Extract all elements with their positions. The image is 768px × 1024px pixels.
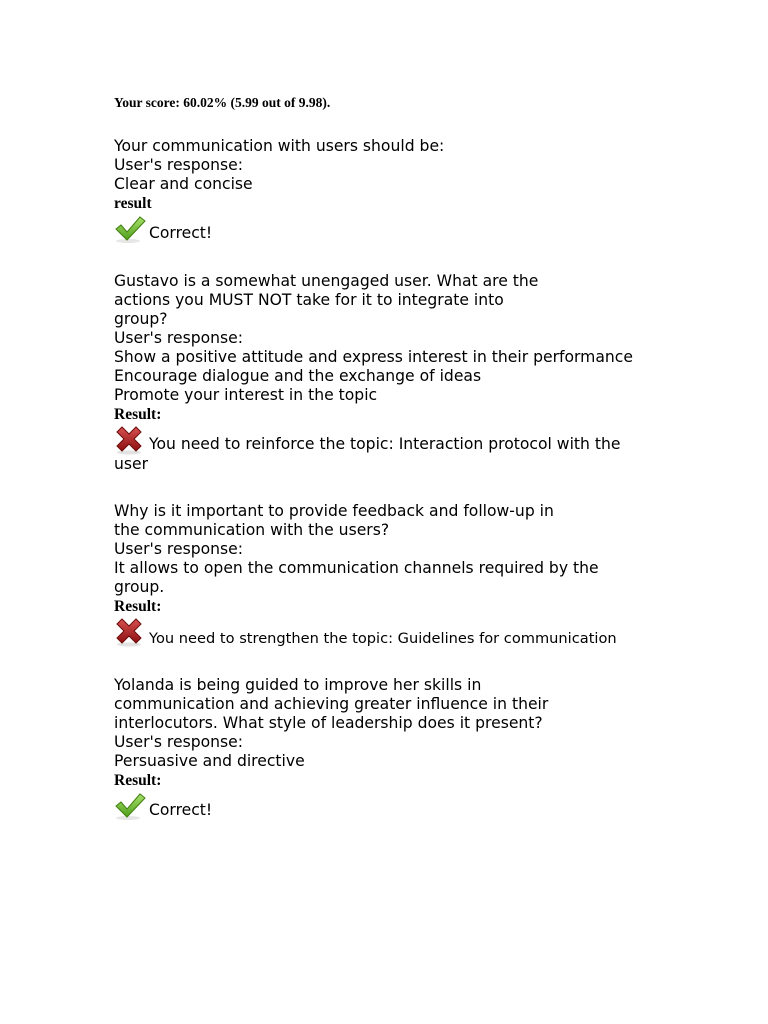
question-block-4 — [114, 676, 674, 821]
cross-icon — [114, 425, 146, 455]
response-label: User's response: — [114, 156, 243, 174]
result-label: result — [114, 195, 152, 212]
result-text: You need to reinforce the topic: Interaction protocol with the — [149, 435, 621, 453]
question-text: Your communication with users should be: — [114, 137, 445, 155]
question-text: interlocutors. What style of leadership does it present? — [114, 714, 543, 732]
result-text: Correct! — [149, 801, 213, 819]
user-response: Show a positive attitude and express interest in their performance — [114, 348, 633, 366]
user-response: Promote your interest in the topic — [114, 386, 378, 404]
response-label: User's response: — [114, 733, 243, 751]
response-label: User's response: — [114, 329, 243, 347]
check-icon — [114, 214, 146, 244]
result-row — [114, 617, 674, 647]
result-label: Result: — [114, 598, 162, 615]
question-text: Why is it important to provide feedback and follow-up in — [114, 502, 554, 520]
question-text: the communication with the users? — [114, 521, 390, 539]
question-text: group? — [114, 310, 168, 328]
user-response: Clear and concise — [114, 175, 253, 193]
question-block-1 — [114, 137, 674, 244]
question-block-3 — [114, 502, 674, 647]
user-response: It allows to open the communication channels required by the — [114, 559, 599, 577]
question-text: Gustavo is a somewhat unengaged user. What are the — [114, 272, 539, 290]
score-summary: Your score: 60.02% (5.99 out of 9.98). — [114, 95, 331, 110]
response-label: User's response: — [114, 540, 243, 558]
result-row — [114, 214, 674, 244]
user-response: group. — [114, 578, 165, 596]
user-response: Encourage dialogue and the exchange of ideas — [114, 367, 482, 385]
question-text: communication and achieving greater influence in their — [114, 695, 549, 713]
check-icon — [114, 791, 146, 821]
question-block-2 — [114, 272, 674, 474]
question-text: actions you MUST NOT take for it to integrate into — [114, 291, 504, 309]
result-label: Result: — [114, 406, 162, 423]
result-row — [114, 791, 674, 821]
cross-icon — [114, 617, 146, 647]
user-response: Persuasive and directive — [114, 752, 305, 770]
result-text: Correct! — [149, 224, 213, 242]
result-label: Result: — [114, 772, 162, 789]
result-text-continued: user — [114, 455, 149, 473]
question-text: Yolanda is being guided to improve her skills in — [114, 676, 482, 694]
result-text: You need to strengthen the topic: Guidelines for communication — [149, 630, 617, 647]
result-row — [114, 425, 674, 455]
